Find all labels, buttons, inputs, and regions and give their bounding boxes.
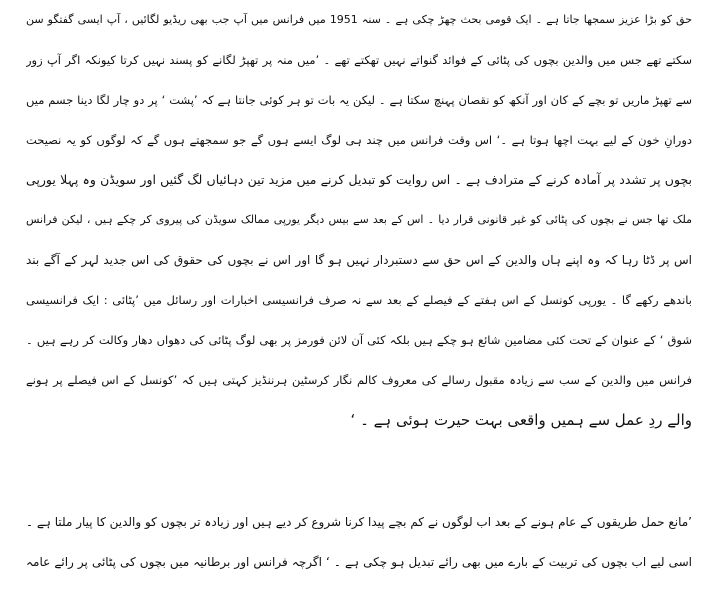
text-line: ’مانع حمل طریقوں کے عام ہونے کے بعد اب لوگوں نے کم بچے پیدا کرنا شروع کر دیے ہیں اور زیادہ تر بچوں کو والدین کا پیار ملتا ہے ۔ [26,515,692,529]
text-line: اس پر ڈٹا رہا کہ وہ اپنے ہاں والدین کے اس حق سے دستبردار نہیں ہو گا اور اس نے بچوں کی حقوق کی اس جدید لہر کے آگے بند [26,253,692,267]
text-line: سکتے تھے جس میں والدین بچوں کی پٹائی کے فوائد گنواتے نہیں تھکتے تھے ۔ ’میں منہ پر تھپڑ لگانے کو پسند نہیں کرتا کیونکہ اگر آپ زور [26,53,692,67]
text-line: فرانس میں والدین کے سب سے زیادہ مقبول رسالے کی معروف کالم نگار کرسٹین ہرننڈیز کہتی ہیں کہ ’کونسل کے اس فیصلے پر ہونے [26,373,692,387]
paragraph-contraception-upbringing [26,502,692,582]
text-line: شوق ‘ کے عنوان کے تحت کئی مضامین شائع ہو چکے ہیں بلکہ کئی آن لائن فورمز پر بھی لوگ پٹائی کی دھواں دھار وکالت کر رہے ہیں ۔ [26,333,692,347]
text-line: سے تھپڑ ماریں تو بچے کے کان اور آنکھ کو نقصان پہنچ سکتا ہے ۔ لیکن یہ بات تو ہر کوئی جانتا ہے کہ ’پشت ‘ پر دو چار لگا دینا جسم میں [26,93,692,107]
text-line: حق کو بڑا عزیز سمجھا جاتا ہے ۔ ایک قومی بحث چھڑ چکی ہے ۔ سنہ 1951 میں فرانس میں آپ جب بھی ریڈیو لگائیں ، آپ ایسی گفتگو سن [26,13,692,26]
text-line: دورانِ خون کے لیے بہت اچھا ہوتا ہے ۔‘ اس وقت فرانس میں چند ہی لوگ ایسے ہوں گے جو سمجھتے ہوں گے کہ لوگوں کو یہ نصیحت [26,133,692,147]
text-line: اسی لیے اب بچوں کی تربیت کے بارے میں بھی رائے تبدیل ہو چکی ہے ۔ ‘ اگرچہ فرانس اور برطانیہ میں بچوں کی پٹائی پر رائے عامہ [26,555,692,569]
text-line: والے ردِ عمل سے ہمیں واقعی بہت حیرت ہوئی ہے ۔ ‘ [350,411,692,429]
text-line: بچوں پر تشدد پر آمادہ کرنے کے مترادف ہے ۔ اس روایت کو تبدیل کرنے میں مزید تین دہائیاں لگ گئیں اور سویڈن وہ پہلا یورپی [26,172,692,187]
text-line: ملک تھا جس نے بچوں کی پٹائی کو غیر قانونی قرار دیا ۔ اس کے بعد سے بیس دیگر یورپی ممالک سویڈن کی پیروی کر چکے ہیں ، لیکن فرانس [26,213,692,226]
text-line: باندھے رکھے گا ۔ یورپی کونسل کے اس ہفتے کے فیصلے کے بعد سے نہ صرف فرانسیسی اخبارات اور رسائل میں ’پٹائی : ایک فرانسیسی [26,293,692,307]
paragraph-corporal-punishment-france [26,0,692,440]
